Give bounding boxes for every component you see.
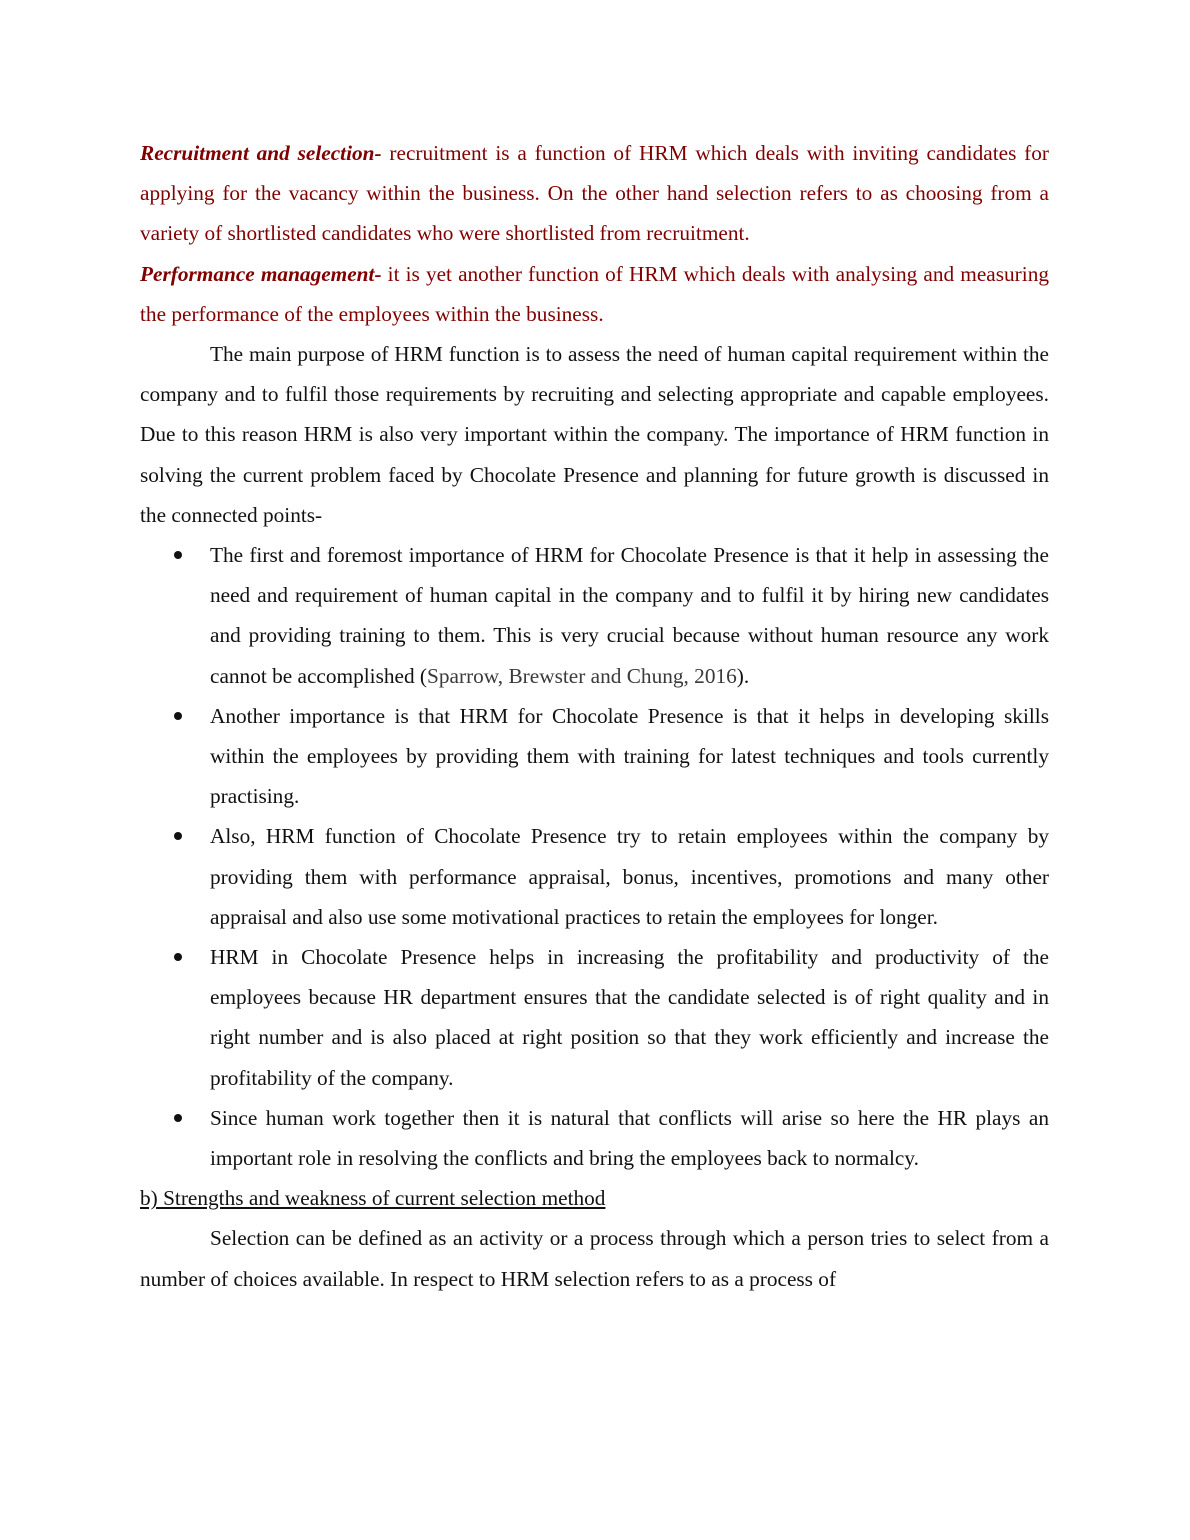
bullet-icon	[174, 953, 182, 961]
definition-dash: -	[374, 261, 382, 286]
list-item-text: The first and foremost importance of HRM for Chocolate Presence is that it help in assessing the need and requirement of human capital in the company and to fulfil it by hiring new candidates and providing training to them. This is very crucial because without human resource any work cannot be accomplished (	[210, 543, 1049, 688]
citation: Sparrow, Brewster and Chung, 2016	[427, 663, 737, 688]
definition-text: it is yet another function of HRM which deals with analysing and measuring the performance of the employees within the business.	[140, 261, 1049, 326]
importance-list	[140, 535, 1049, 1178]
list-item-text: Also, HRM function of Chocolate Presence try to retain employees within the company by providing them with performance appraisal, bonus, incentives, promotions and many other appraisal and also use some motivational practices to retain the employees for longer.	[210, 824, 1049, 929]
list-item-text-end: ).	[736, 663, 750, 688]
bullet-icon	[174, 551, 182, 559]
definition-text: recruitment is a function of HRM which deals with inviting candidates for applying for the vacancy within the business. On the other hand selection refers to as choosing from a variety of shortlisted candidates who were shortlisted from recruitment.	[140, 141, 1049, 246]
intro-paragraph: The main purpose of HRM function is to assess the need of human capital requirement within the company and to fulfil those requirements by recruiting and selecting appropriate and capable employees. Due to this reason HRM is also very important within the company. The importance of HRM function in solving the current problem faced by Chocolate Presence and planning for future growth is discussed in the connected points-	[140, 342, 1049, 527]
selection-paragraph: Selection can be defined as an activity or a process through which a person tries to select from a number of choices available. In respect to HRM selection refers to as a process of	[140, 1226, 1049, 1291]
list-item	[140, 696, 1049, 817]
list-item-text: Since human work together then it is natural that conflicts will arise so here the HR plays an important role in resolving the conflicts and bring the employees back to normalcy.	[210, 1105, 1049, 1171]
definition-term: Performance management	[140, 261, 375, 286]
list-item-text: HRM in Chocolate Presence helps in increasing the profitability and productivity of the employees because HR department ensures that the candidate selected is of right quality and in right number and is also placed at right position so that they work efficiently and increase the profitability of the company.	[210, 945, 1049, 1090]
list-item-text: Another importance is that HRM for Chocolate Presence is that it helps in developing skills within the employees by providing them with training for latest techniques and tools currently practising.	[210, 703, 1049, 809]
list-item	[140, 816, 1049, 937]
bullet-icon	[174, 1114, 182, 1122]
definition-dash: -	[374, 141, 382, 165]
list-item	[140, 937, 1049, 1098]
definition-term: Recruitment and selection	[140, 141, 375, 165]
definition-recruitment	[140, 133, 1049, 254]
bullet-icon	[174, 712, 182, 720]
document-page	[140, 133, 1049, 1299]
definition-performance	[140, 254, 1049, 334]
list-item	[140, 1098, 1049, 1178]
bullet-icon	[174, 832, 182, 840]
section-heading: b) Strengths and weakness of current selection method	[140, 1186, 606, 1211]
list-item	[140, 535, 1049, 696]
